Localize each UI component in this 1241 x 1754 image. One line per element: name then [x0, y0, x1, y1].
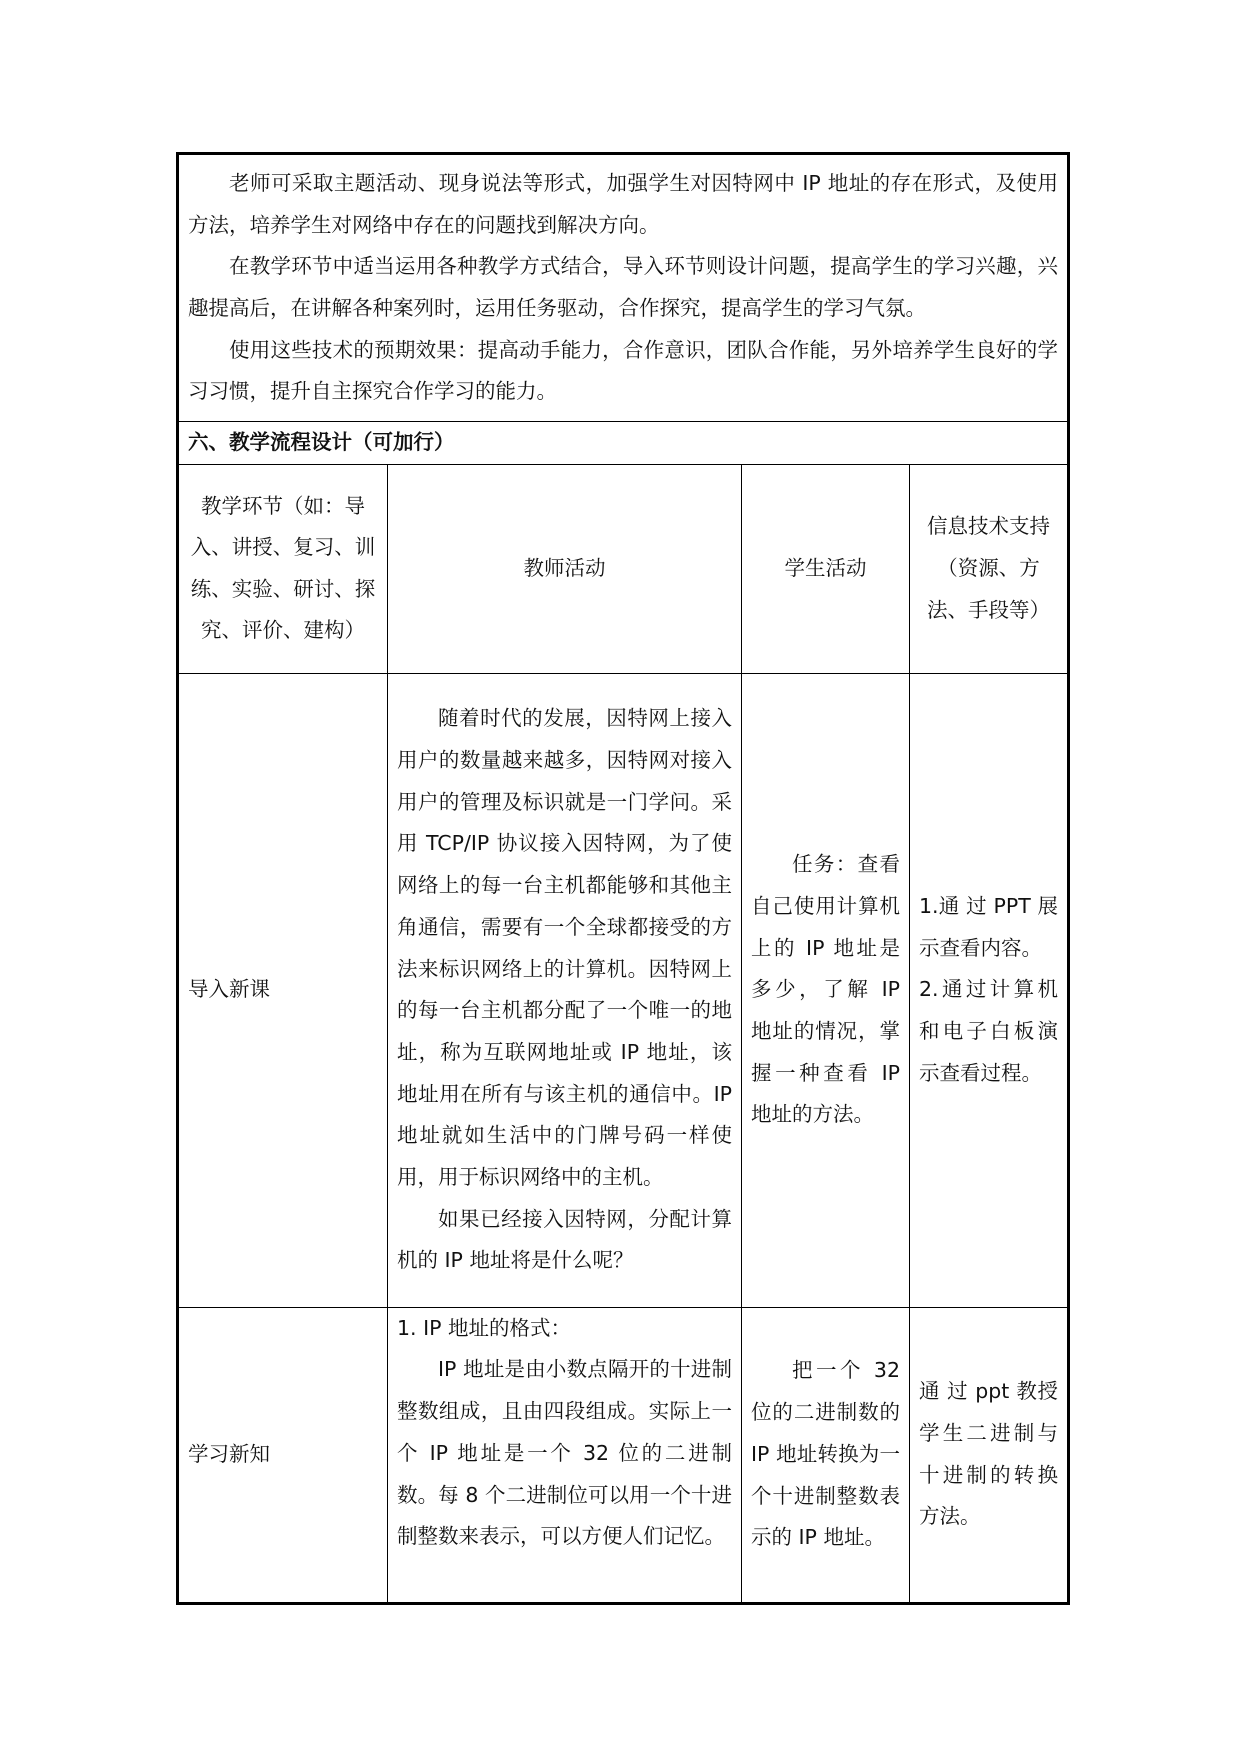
- header-teacher: 教师活动: [388, 464, 742, 673]
- tech-paragraph: 通 过 ppt 教授学生二进制与十进制的转换方法。: [919, 1379, 1058, 1529]
- student-activity-cell: [742, 673, 910, 1307]
- header-stage: 教学环节（如：导入、讲授、复习、训练、实验、研讨、探究、评价、建构）: [178, 464, 388, 673]
- teacher-paragraph: IP 地址是由小数点隔开的十进制整数组成，且由四段组成。实际上一个 IP 地址是一个 32 位的二进制数。每 8 个二进制位可以用一个十进制整数来表示，可以方便人们记忆。: [397, 1357, 732, 1549]
- intro-row: [178, 154, 1069, 422]
- section-title-row: [178, 422, 1069, 465]
- teacher-activity-cell: [388, 1307, 742, 1603]
- tech-paragraph: 2.通过计算机和电子白板演示查看过程。: [919, 977, 1058, 1085]
- header-student: 学生活动: [742, 464, 910, 673]
- teacher-paragraph: 如果已经接入因特网，分配计算机的 IP 地址将是什么呢？: [397, 1206, 732, 1273]
- table-row: [178, 1307, 1069, 1603]
- teacher-activity-cell: [388, 673, 742, 1307]
- table-row: [178, 673, 1069, 1307]
- student-paragraph: 把一个 32 位的二进制数的 IP 地址转换为一个十进制整数表示的 IP 地址。: [751, 1358, 900, 1550]
- teacher-paragraph: 随着时代的发展，因特网上接入用户的数量越来越多，因特网对接入用户的管理及标识就是一门学问。采用 TCP/IP 协议接入因特网，为了使网络上的每一台主机都能够和其他主角通信，需要有一个全球都接受的方法来标识网络上的计算机。因特网上的每一台主机都分配了一个唯一的地址，称为互联网地址或 IP 地址，该地址用在所有与该主机的通信中。IP 地址就如生活中的门牌号码一样使用，用于标识网络中的主机。: [397, 706, 732, 1190]
- intro-paragraph: 老师可采取主题活动、现身说法等形式，加强学生对因特网中 IP 地址的存在形式，及使用方法，培养学生对网络中存在的问题找到解决方向。: [188, 170, 1058, 237]
- intro-paragraph: 使用这些技术的预期效果：提高动手能力，合作意识，团队合作能，另外培养学生良好的学习习惯，提升自主探究合作学习的能力。: [188, 337, 1058, 404]
- tech-paragraph: 1.通 过 PPT 展示查看内容。: [919, 893, 1058, 960]
- intro-paragraph: 在教学环节中适当运用各种教学方式结合，导入环节则设计问题，提高学生的学习兴趣，兴趣提高后，在讲解各种案列时，运用任务驱动，合作探究，提高学生的学习气氛。: [188, 254, 1058, 320]
- teacher-paragraph: 1. IP 地址的格式：: [397, 1315, 571, 1340]
- lesson-plan-table: [176, 152, 1070, 1605]
- student-paragraph: 任务：查看自己使用计算机上的 IP 地址是多少，了解 IP 地址的情况，掌握一种查看 IP 地址的方法。: [751, 852, 900, 1127]
- table-header-row: [178, 464, 1069, 673]
- header-tech: 信息技术支持（资源、方法、手段等）: [910, 464, 1069, 673]
- tech-support-cell: [910, 673, 1069, 1307]
- tech-support-cell: [910, 1307, 1069, 1603]
- section-title: 六、教学流程设计（可加行）: [178, 422, 1069, 465]
- stage-cell: 导入新课: [178, 673, 388, 1307]
- stage-cell: 学习新知: [178, 1307, 388, 1603]
- student-activity-cell: [742, 1307, 910, 1603]
- intro-cell: [178, 154, 1069, 422]
